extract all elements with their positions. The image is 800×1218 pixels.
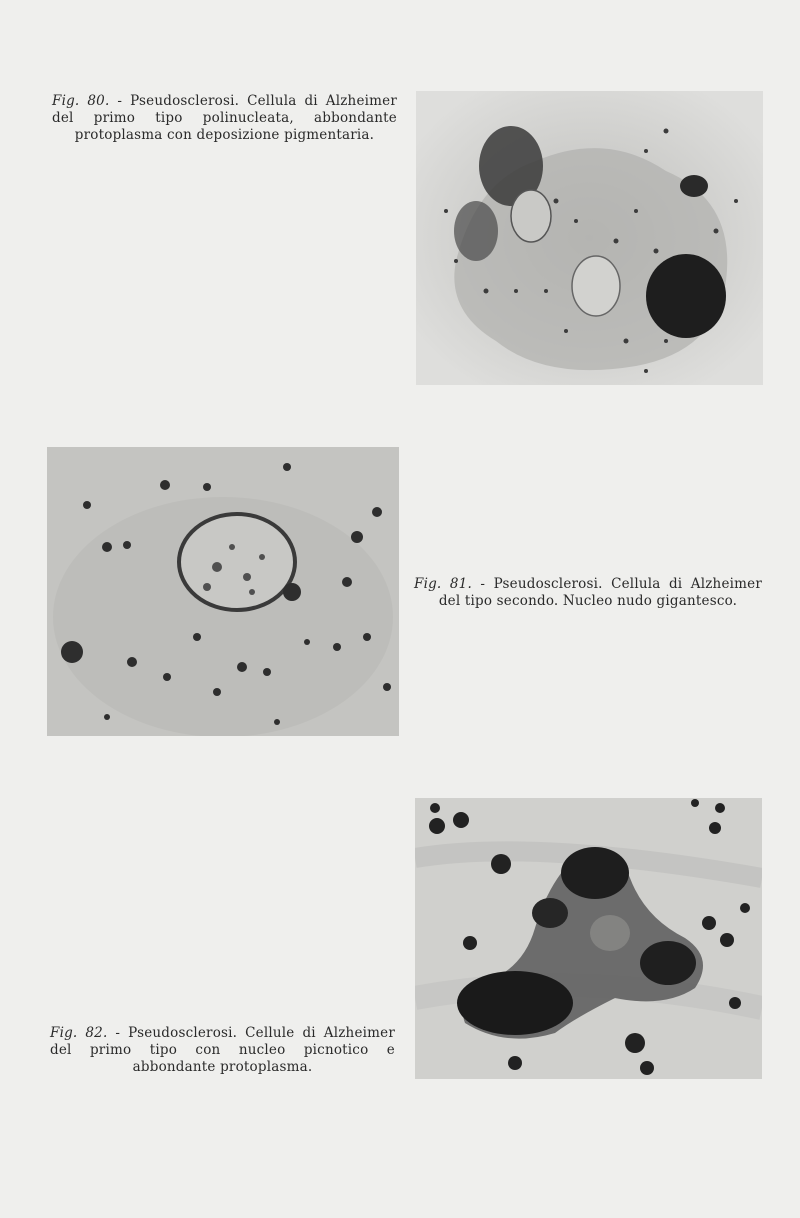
figure-80-micrograph: [416, 91, 763, 385]
figure-82-text: - Pseudosclerosi. Cellule di Alzheimer del primo tipo con nucleo picnotico e abbondante protoplasma.: [50, 1025, 395, 1075]
figure-81-number: Fig. 81.: [414, 576, 472, 592]
figure-82-number: Fig. 82.: [50, 1025, 108, 1041]
figure-80-number: Fig. 80.: [52, 93, 110, 109]
figure-80-caption: [52, 93, 397, 144]
figure-81-caption: [414, 576, 762, 610]
figure-82-caption: [50, 1025, 395, 1076]
figure-81-text: - Pseudosclerosi. Cellula di Alzheimer del tipo secondo. Nucleo nudo gigantesco.: [438, 576, 762, 609]
figure-82-micrograph: [415, 798, 762, 1079]
figure-80-text: - Pseudosclerosi. Cellula di Alzheimer del primo tipo polinucleata, abbondante protoplasma con deposizione pigmentaria.: [52, 93, 397, 143]
figure-81-micrograph: [47, 447, 399, 736]
